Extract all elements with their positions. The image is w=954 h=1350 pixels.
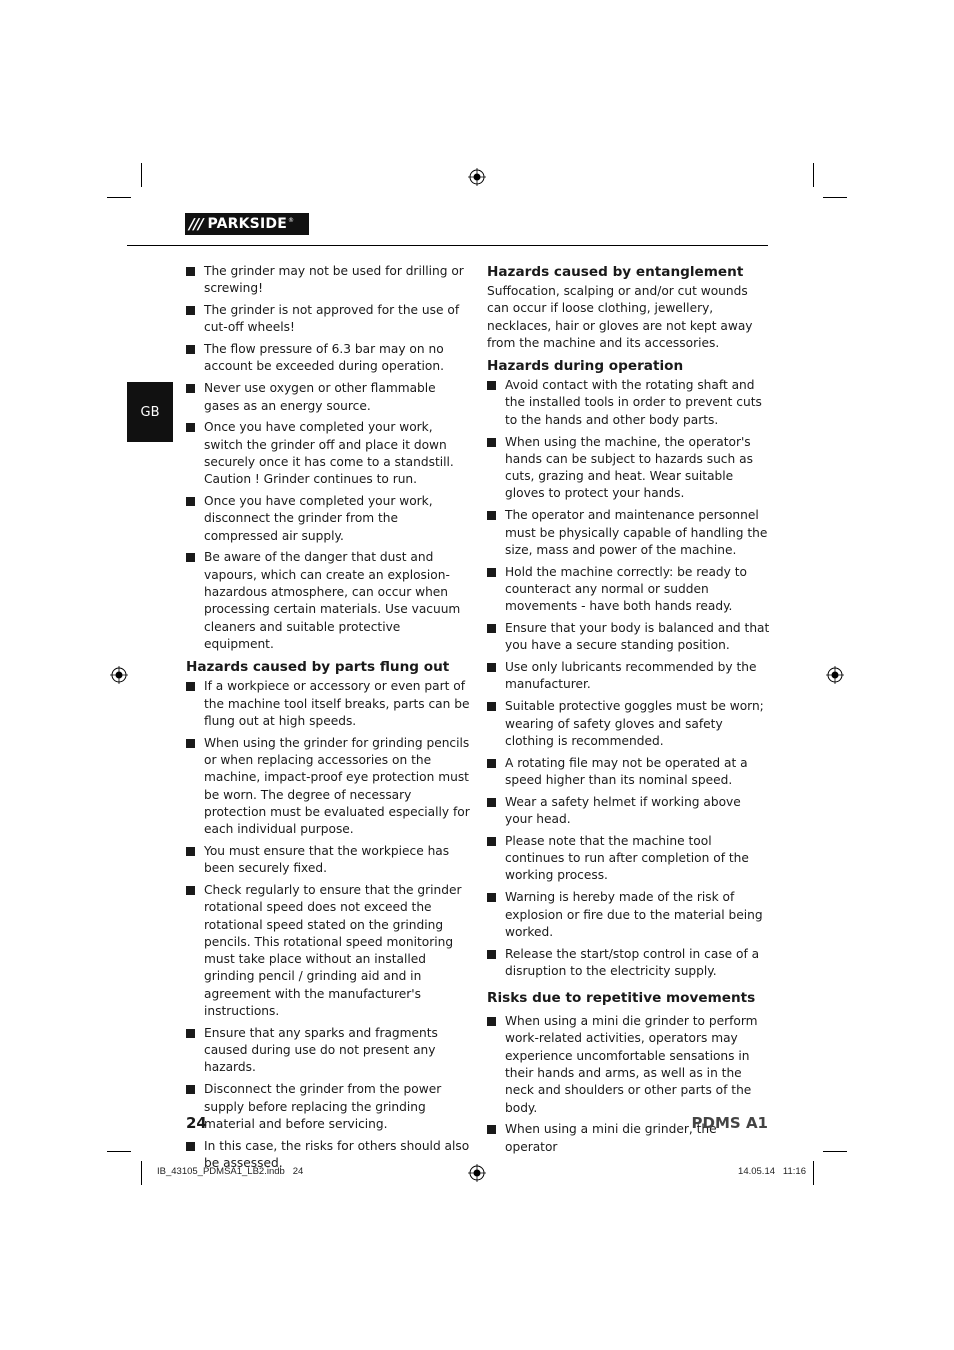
section-heading: Hazards during operation xyxy=(487,358,684,375)
square-bullet-icon xyxy=(487,702,496,711)
list-item xyxy=(186,380,470,415)
registration-mark-icon xyxy=(110,666,128,684)
list-item-text: A rotating file may not be operated at a speed higher than its nominal speed. xyxy=(505,755,748,787)
bullet-list xyxy=(186,263,470,653)
list-item xyxy=(186,735,470,839)
square-bullet-icon xyxy=(186,345,195,354)
square-bullet-icon xyxy=(186,886,195,895)
list-item-text: When using the machine, the operator's hands can be subject to hazards such as cuts, grazing and heat. Wear suitable gloves to protect your hands. xyxy=(505,434,753,501)
crop-mark xyxy=(823,197,847,198)
list-item-text: You must ensure that the workpiece has been securely fixed. xyxy=(204,843,450,876)
crop-mark xyxy=(141,163,142,187)
square-bullet-icon xyxy=(186,306,195,315)
list-item xyxy=(186,263,470,298)
list-item xyxy=(186,302,470,337)
list-item xyxy=(487,377,771,429)
registration-mark-icon xyxy=(468,1164,486,1182)
section-heading: Hazards caused by entanglement xyxy=(487,264,744,280)
list-item xyxy=(487,698,771,750)
list-item-text: When using a mini die grinder to perform work-related activities, operators may experience uncomfortable sensations in their hands and arms, as well as in the neck and shoulders or other parts of the body. xyxy=(505,1014,758,1115)
list-item-text: If a workpiece or accessory or even part of the machine tool itself breaks, parts can be flung out at high speeds. xyxy=(204,679,470,728)
slug-file: IB_43105_PDMSA1_LB2.indb 24 xyxy=(157,1166,304,1177)
list-item xyxy=(186,843,470,878)
list-item xyxy=(487,833,771,885)
crop-mark xyxy=(107,197,131,198)
list-item-text: Disconnect the grinder from the power supply before replacing the grinding material and before servicing. xyxy=(204,1082,442,1131)
list-item xyxy=(487,620,771,655)
list-item-text: Use only lubricants recommended by the manufacturer. xyxy=(505,660,757,692)
section-heading: Risks due to repetitive movements xyxy=(487,990,756,1007)
square-bullet-icon xyxy=(487,663,496,672)
list-item-text: Please note that the machine tool continues to run after completion of the working process. xyxy=(505,833,749,883)
list-item-text: Wear a safety helmet if working above your head. xyxy=(505,794,741,827)
logo-slashes: /// xyxy=(187,215,205,233)
page-number: 24 xyxy=(186,1114,207,1132)
square-bullet-icon xyxy=(186,384,195,393)
right-column xyxy=(487,264,771,1161)
section-heading: Hazards caused by parts flung out xyxy=(186,659,450,676)
square-bullet-icon xyxy=(186,497,195,506)
square-bullet-icon xyxy=(487,798,496,807)
square-bullet-icon xyxy=(487,381,496,390)
square-bullet-icon xyxy=(487,893,496,902)
list-item-text: Once you have completed your work, switch the grinder off and place it down securely once it has come to a standstill. xyxy=(204,420,454,469)
list-item-text: Warning is hereby made of the risk of explosion or fire due to the material being worked. xyxy=(505,890,763,939)
list-item-text: Never use oxygen or other flammable gases as an energy source. xyxy=(204,381,436,413)
parkside-logo xyxy=(185,213,309,235)
square-bullet-icon xyxy=(487,837,496,846)
section-parts-flung-out xyxy=(186,659,470,1172)
square-bullet-icon xyxy=(186,423,195,432)
section-entanglement xyxy=(487,264,771,352)
list-item xyxy=(186,678,470,730)
square-bullet-icon xyxy=(186,1029,195,1038)
crop-mark xyxy=(823,1151,847,1152)
square-bullet-icon xyxy=(487,759,496,768)
list-item-text: When using the grinder for grinding pencils or when replacing accessories on the machine, impact-proof eye protection must be worn. The degree of necessary protection must be evaluated especially for each individual purpose. xyxy=(204,735,470,837)
square-bullet-icon xyxy=(487,568,496,577)
left-column xyxy=(186,263,470,1177)
list-item-text: Release the start/stop control in case of a disruption to the electricity supply. xyxy=(505,946,760,978)
list-item xyxy=(487,946,771,981)
square-bullet-icon xyxy=(487,624,496,633)
list-item xyxy=(186,1025,470,1077)
language-tab: GB xyxy=(127,382,173,442)
square-bullet-icon xyxy=(186,739,195,748)
list-item-text: Ensure that your body is balanced and that you have a secure standing position. xyxy=(505,621,770,653)
list-item xyxy=(186,419,470,488)
list-item-text: When using a mini die grinder, the operator xyxy=(505,1122,717,1154)
list-item-text: Hold the machine correctly: be ready to counteract any normal or sudden movements - have both hands ready. xyxy=(505,564,747,614)
list-item xyxy=(487,755,771,790)
section-paragraph: Suffocation, scalping or and/or cut wounds can occur if loose clothing, jewellery, necklaces, hair or gloves are not kept away from the machine and its accessories. xyxy=(487,284,753,350)
list-item-text: The grinder may not be used for drilling or screwing! xyxy=(204,264,464,296)
crop-mark xyxy=(107,1151,131,1152)
list-item-text: The grinder is not approved for the use of cut-off wheels! xyxy=(204,303,460,335)
list-item xyxy=(186,1081,470,1133)
crop-mark xyxy=(813,1161,814,1185)
list-item xyxy=(487,1013,771,1117)
logo-registered-mark: ® xyxy=(287,216,294,224)
header-rule xyxy=(127,245,768,246)
list-item xyxy=(186,549,470,653)
square-bullet-icon xyxy=(487,950,496,959)
list-item xyxy=(487,507,771,559)
list-item-text: Ensure that any sparks and fragments caused during use do not present any hazards. xyxy=(204,1025,438,1075)
square-bullet-icon xyxy=(186,1142,195,1151)
square-bullet-icon xyxy=(186,847,195,856)
list-item xyxy=(487,659,771,694)
list-item xyxy=(487,434,771,503)
square-bullet-icon xyxy=(487,438,496,447)
slug-date: 14.05.14 11:16 xyxy=(738,1166,806,1177)
list-item xyxy=(186,493,470,545)
list-item-text: The operator and maintenance personnel must be physically capable of handling the size, mass and power of the machine. xyxy=(505,508,768,557)
square-bullet-icon xyxy=(487,511,496,520)
section-during-operation xyxy=(487,358,771,980)
list-item-text: The flow pressure of 6.3 bar may on no account be exceeded during operation. xyxy=(204,342,444,374)
square-bullet-icon xyxy=(487,1125,496,1134)
square-bullet-icon xyxy=(186,1085,195,1094)
square-bullet-icon xyxy=(186,267,195,276)
list-item-text: Be aware of the danger that dust and vapours, which can create an explosion-hazardous atmosphere, can occur when processing certain materials. Use vacuum cleaners and suitable protective equipment. xyxy=(204,550,461,651)
list-item xyxy=(186,882,470,1020)
list-item-text: In this case, the risks for others should also be assessed. xyxy=(204,1138,470,1170)
list-item-text: Check regularly to ensure that the grinder rotational speed does not exceed the rotational speed stated on the grinding pencils. This rotational speed monitoring must take place without an installed grinding pencil / grinding aid and in agreement with the manufacturer's instructions. xyxy=(204,883,462,1019)
list-item-text: Avoid contact with the rotating shaft and the installed tools in order to prevent cuts to the hands and other body parts. xyxy=(505,378,762,427)
list-item-text: Suitable protective goggles must be worn; wearing of safety gloves and safety clothing is recommended. xyxy=(505,699,764,748)
model-name: PDMS A1 xyxy=(691,1114,768,1132)
square-bullet-icon xyxy=(186,553,195,562)
registration-mark-icon xyxy=(468,168,486,186)
caution-note: Caution ! Grinder continues to run. xyxy=(204,472,418,487)
square-bullet-icon xyxy=(186,682,195,691)
square-bullet-icon xyxy=(487,1017,496,1026)
list-item xyxy=(487,794,771,829)
crop-mark xyxy=(813,163,814,187)
crop-mark xyxy=(141,1161,142,1185)
list-item-text: Once you have completed your work, disconnect the grinder from the compressed air supply. xyxy=(204,494,433,543)
list-item xyxy=(487,564,771,616)
logo-text: PARKSIDE xyxy=(207,216,287,232)
list-item xyxy=(186,341,470,376)
list-item xyxy=(487,889,771,941)
registration-mark-icon xyxy=(826,666,844,684)
